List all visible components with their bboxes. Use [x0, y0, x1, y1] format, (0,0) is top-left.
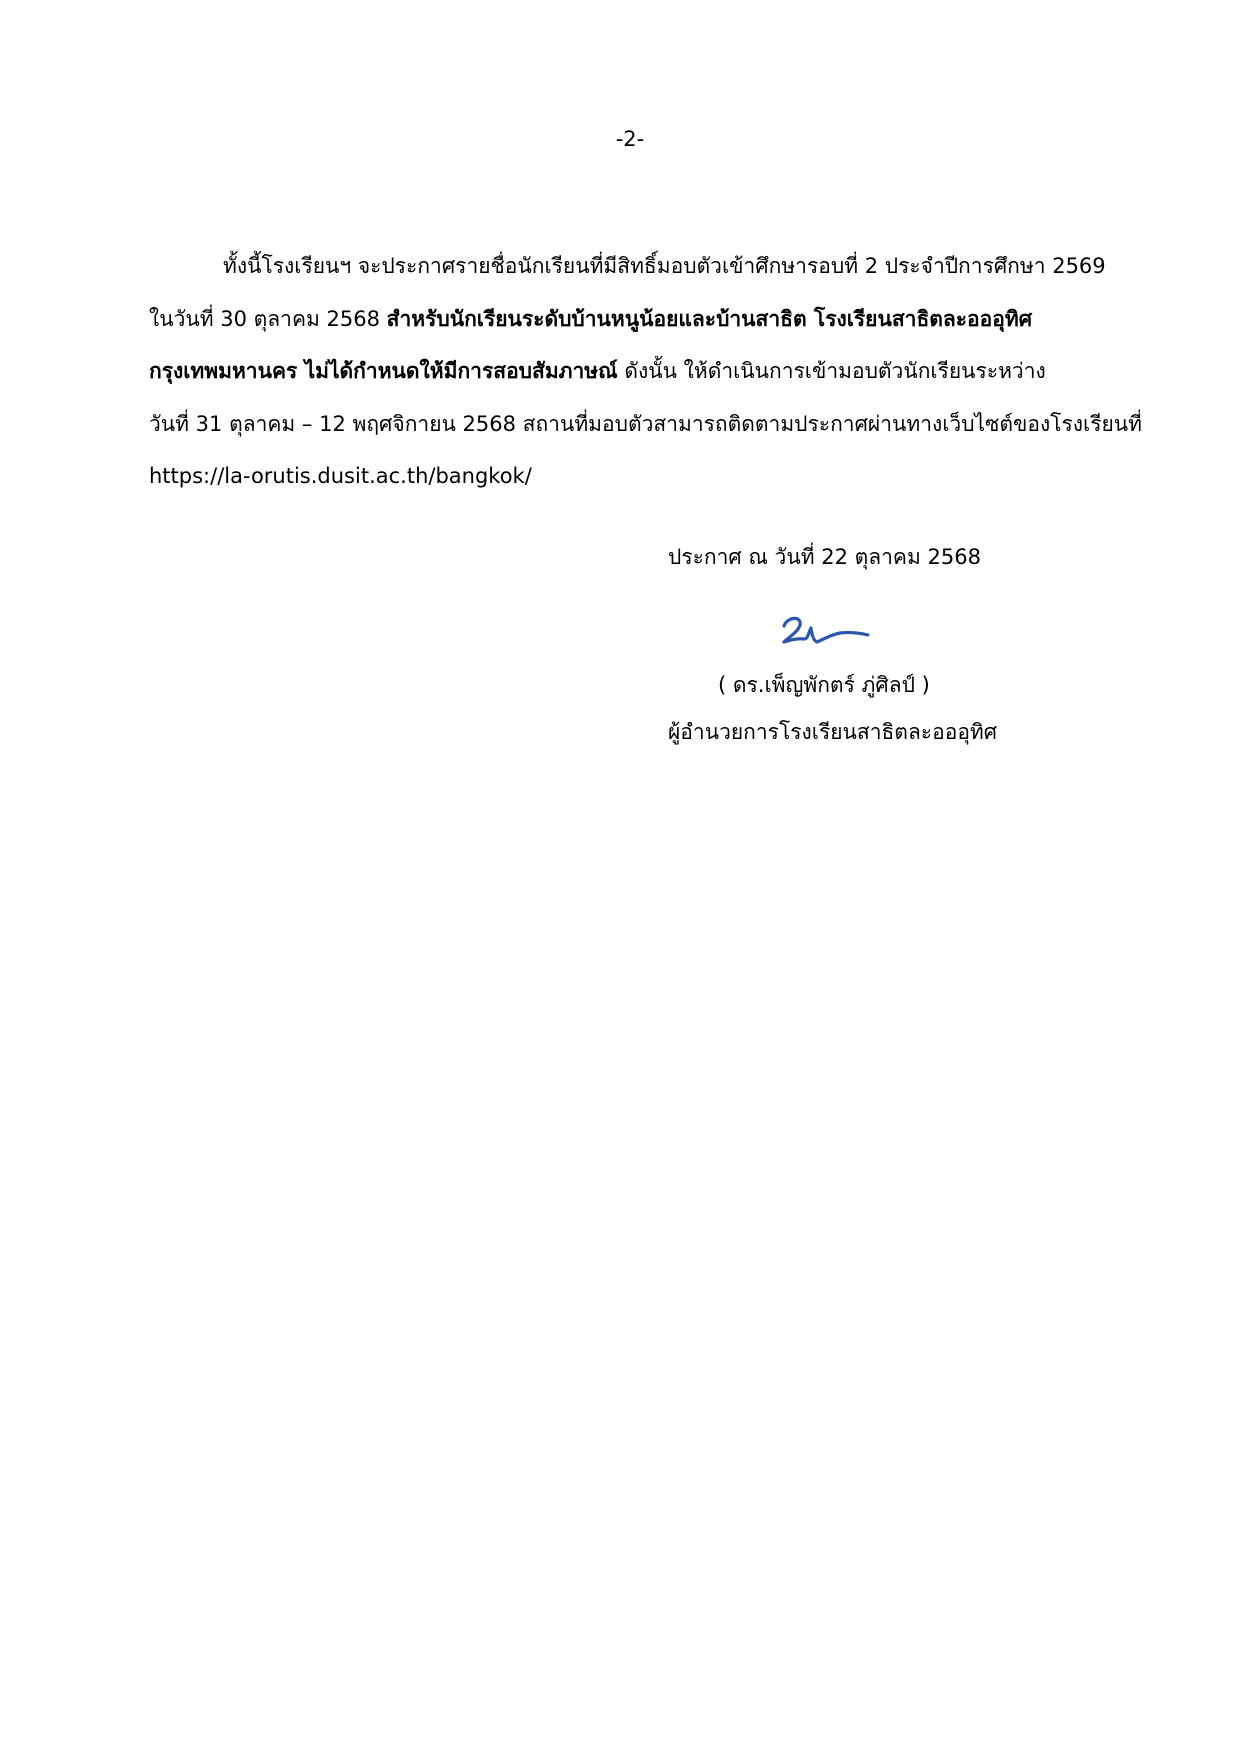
announcement-paragraph: [149, 240, 1142, 503]
announcement-date: ประกาศ ณ วันที่ 22 ตุลาคม 2568: [668, 545, 981, 569]
signature-icon: [778, 612, 874, 650]
paragraph-line-4: วันที่ 31 ตุลาคม – 12 พฤศจิกายน 2568 สถานที่มอบตัวสามารถติดตามประกาศผ่านทางเว็บไซต์ของโรงเรียนที่: [149, 411, 1142, 436]
paragraph-line-2: [149, 293, 1109, 346]
paragraph-line-1: ทั้งนี้โรงเรียนฯ จะประกาศรายชื่อนักเรียนที่มีสิทธิ์มอบตัวเข้าศึกษารอบที่ 2 ประจำปีการศึกษา 2569: [223, 254, 1106, 278]
paragraph-line-2-emphasis: สำหรับนักเรียนระดับบ้านหนูน้อยและบ้านสาธิต โรงเรียนสาธิตละอออุทิศ: [386, 306, 1033, 331]
school-website-url[interactable]: https://la-orutis.dusit.ac.th/bangkok/: [149, 464, 532, 488]
paragraph-line-3-text: ดังนั้น ให้ดำเนินการเข้ามอบตัวนักเรียนระหว่าง: [617, 359, 1046, 383]
page-number: -2-: [615, 127, 645, 151]
paragraph-line-3-emphasis: กรุงเทพมหานคร ไม่ได้กำหนดให้มีการสอบสัมภาษณ์: [149, 359, 618, 383]
signer-name: ( ดร.เพ็ญพักตร์ ภู่ศิลป์ ): [718, 673, 930, 697]
signature-stroke-main: [784, 618, 868, 642]
signer-title: ผู้อำนวยการโรงเรียนสาธิตละอออุทิศ: [668, 720, 998, 744]
paragraph-line-2-text: ในวันที่ 30 ตุลาคม 2568: [149, 306, 387, 331]
paragraph-line-3: [149, 345, 1109, 398]
